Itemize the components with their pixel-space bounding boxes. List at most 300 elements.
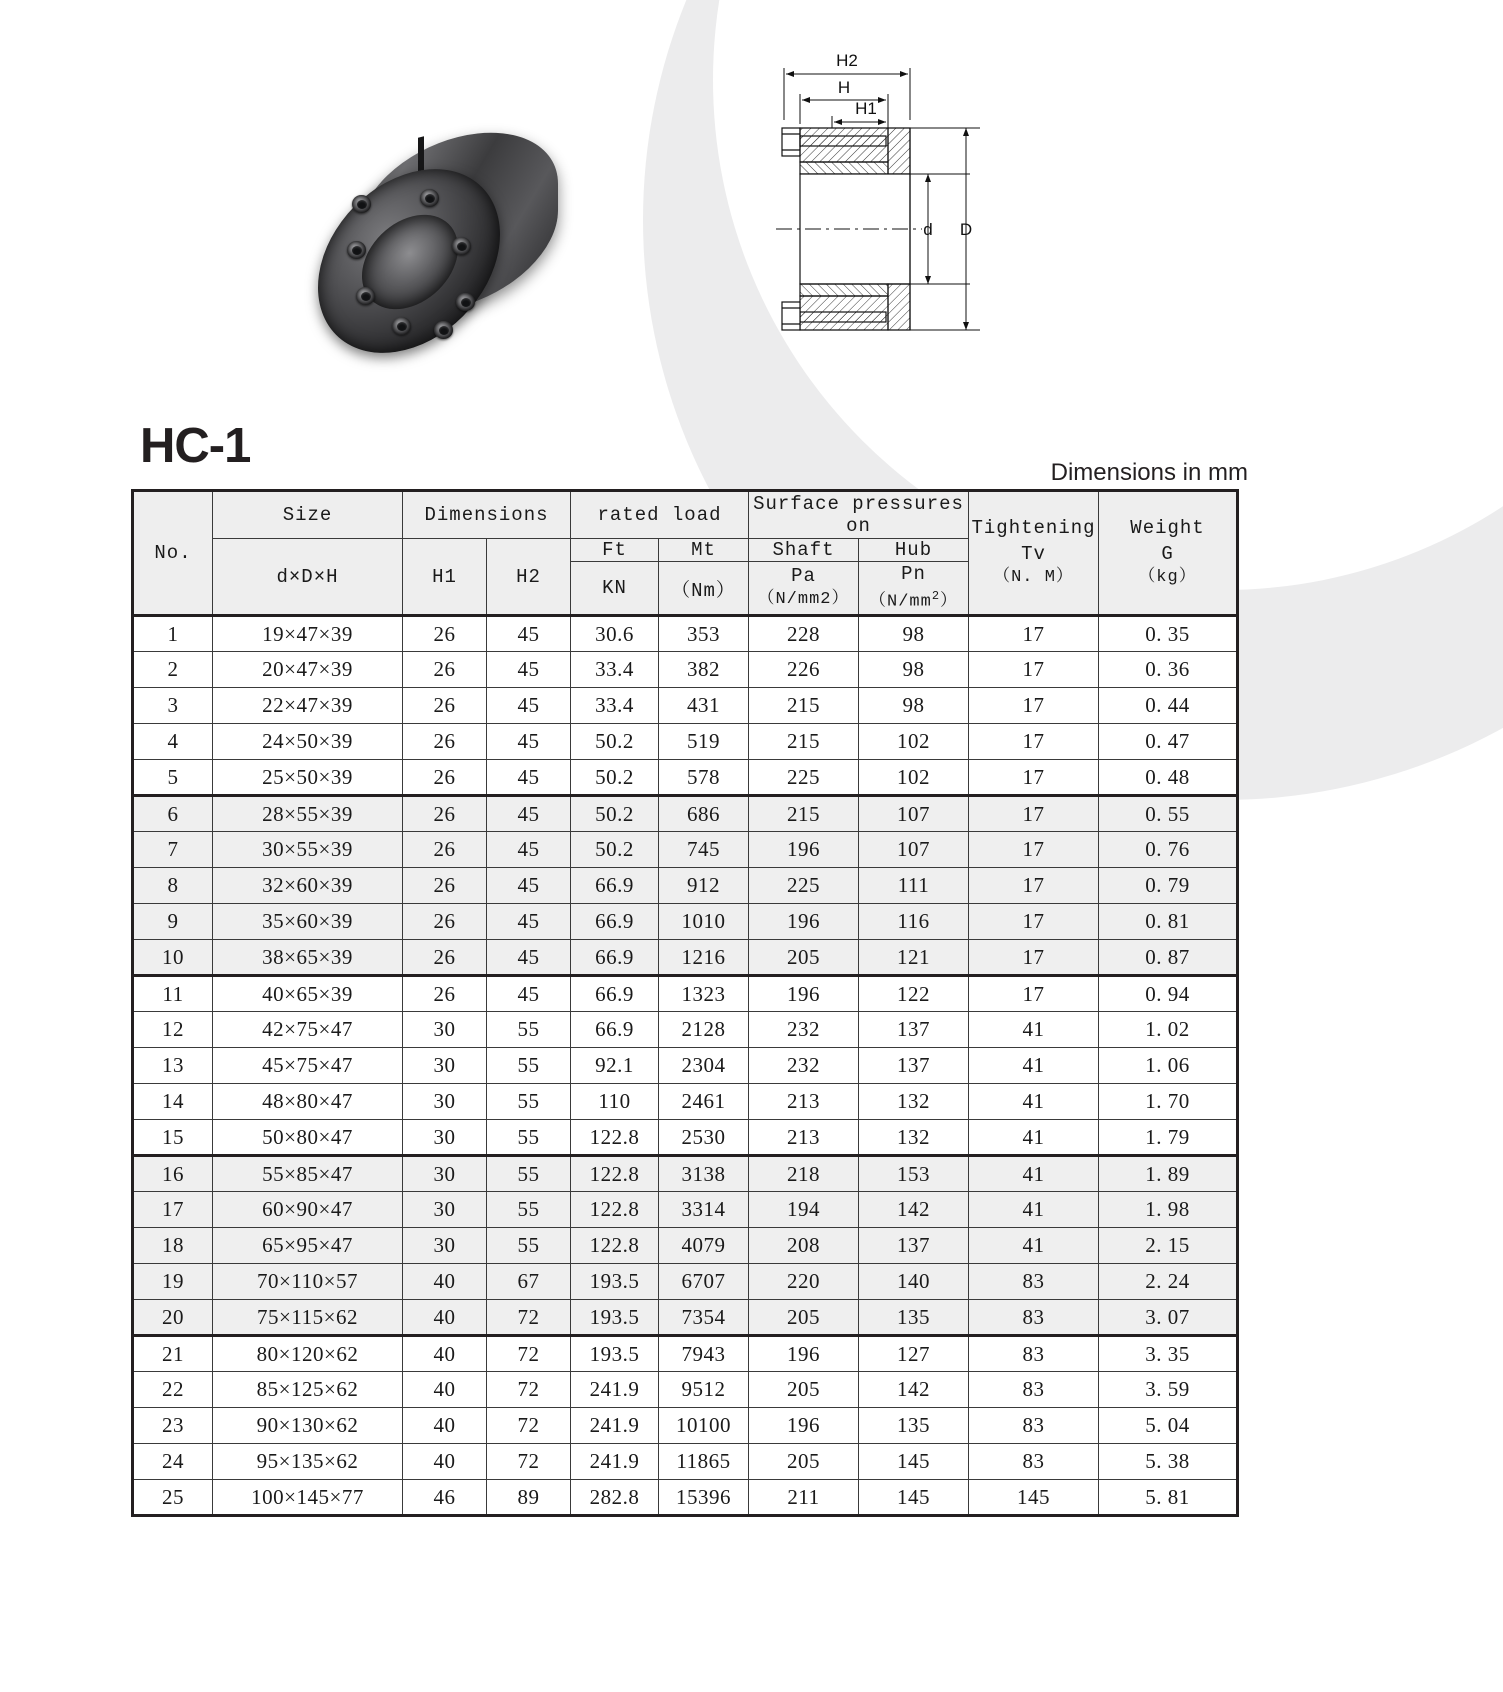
table-row[interactable]	[133, 1012, 1238, 1048]
svg-text:H2: H2	[836, 51, 858, 70]
cell-mt: 2461	[659, 1084, 749, 1120]
product-photo-screw	[456, 293, 475, 311]
cell-no: 21	[133, 1336, 213, 1372]
header-shaft: Shaft	[749, 539, 859, 562]
cell-ft: 122.8	[571, 1192, 659, 1228]
cell-g: 3. 59	[1099, 1372, 1238, 1408]
cell-pn: 107	[859, 796, 969, 832]
header-pa-unit: （N/mm2）	[757, 590, 850, 610]
cell-pa: 225	[749, 868, 859, 904]
cell-h2: 55	[487, 1192, 571, 1228]
cell-h1: 30	[403, 1192, 487, 1228]
header-pa-symbol: Pa	[791, 564, 816, 587]
header-weight	[1099, 491, 1238, 616]
cell-ft: 122.8	[571, 1120, 659, 1156]
cell-pa: 228	[749, 616, 859, 652]
cell-h2: 45	[487, 976, 571, 1012]
cell-ft: 50.2	[571, 760, 659, 796]
cell-ft: 122.8	[571, 1228, 659, 1264]
product-photo-screw	[347, 241, 366, 259]
product-photo-screw	[392, 317, 411, 335]
cell-pa: 205	[749, 1372, 859, 1408]
cell-ft: 92.1	[571, 1048, 659, 1084]
cell-no: 13	[133, 1048, 213, 1084]
cell-mt: 7354	[659, 1300, 749, 1336]
header-pn	[859, 562, 969, 616]
cell-pn: 132	[859, 1084, 969, 1120]
cell-size: 25×50×39	[213, 760, 403, 796]
cell-pn: 107	[859, 832, 969, 868]
header-dimensions-group: Dimensions	[403, 491, 571, 539]
cell-h1: 30	[403, 1048, 487, 1084]
table-row[interactable]	[133, 616, 1238, 652]
cell-mt: 382	[659, 652, 749, 688]
cell-g: 1. 06	[1099, 1048, 1238, 1084]
table-row[interactable]	[133, 760, 1238, 796]
cell-size: 65×95×47	[213, 1228, 403, 1264]
cell-no: 5	[133, 760, 213, 796]
table-row[interactable]	[133, 1048, 1238, 1084]
cell-size: 20×47×39	[213, 652, 403, 688]
cell-g: 1. 02	[1099, 1012, 1238, 1048]
cell-ft: 66.9	[571, 976, 659, 1012]
cell-h2: 55	[487, 1228, 571, 1264]
cell-size: 95×135×62	[213, 1444, 403, 1480]
cell-h1: 26	[403, 652, 487, 688]
cell-pn: 142	[859, 1372, 969, 1408]
spec-table	[131, 489, 1239, 1517]
cross-section-svg	[770, 50, 1050, 410]
cell-tv: 83	[969, 1372, 1099, 1408]
cell-h1: 30	[403, 1084, 487, 1120]
cell-ft: 50.2	[571, 832, 659, 868]
illustration-band	[0, 0, 1503, 420]
cell-ft: 66.9	[571, 940, 659, 976]
cell-size: 75×115×62	[213, 1300, 403, 1336]
header-tightening-symbol: Tv	[1021, 542, 1046, 565]
cell-size: 60×90×47	[213, 1192, 403, 1228]
cell-size: 85×125×62	[213, 1372, 403, 1408]
cell-no: 9	[133, 904, 213, 940]
cell-ft: 110	[571, 1084, 659, 1120]
cell-h2: 72	[487, 1408, 571, 1444]
cell-pn: 121	[859, 940, 969, 976]
cell-h2: 72	[487, 1372, 571, 1408]
cell-g: 5. 04	[1099, 1408, 1238, 1444]
cell-pa: 196	[749, 1336, 859, 1372]
header-weight-symbol: G	[1161, 542, 1174, 565]
cell-no: 2	[133, 652, 213, 688]
cell-size: 70×110×57	[213, 1264, 403, 1300]
header-rated-load-group: rated load	[571, 491, 749, 539]
table-row[interactable]	[133, 1084, 1238, 1120]
cell-pn: 98	[859, 616, 969, 652]
table-row[interactable]	[133, 940, 1238, 976]
spec-table-container	[131, 489, 1236, 1517]
cell-size: 19×47×39	[213, 616, 403, 652]
cell-g: 5. 81	[1099, 1480, 1238, 1516]
units-note: Dimensions in mm	[1050, 459, 1248, 486]
table-row[interactable]	[133, 1408, 1238, 1444]
cell-h1: 30	[403, 1228, 487, 1264]
table-row[interactable]	[133, 1444, 1238, 1480]
cell-h2: 89	[487, 1480, 571, 1516]
cell-tv: 83	[969, 1336, 1099, 1372]
cell-tv: 145	[969, 1480, 1099, 1516]
cell-no: 15	[133, 1120, 213, 1156]
cell-pn: 145	[859, 1480, 969, 1516]
cell-size: 42×75×47	[213, 1012, 403, 1048]
cell-no: 1	[133, 616, 213, 652]
cell-mt: 11865	[659, 1444, 749, 1480]
product-photo-screw	[420, 189, 439, 207]
cell-tv: 41	[969, 1084, 1099, 1120]
cell-no: 17	[133, 1192, 213, 1228]
cell-h2: 55	[487, 1012, 571, 1048]
cell-mt: 9512	[659, 1372, 749, 1408]
cell-size: 100×145×77	[213, 1480, 403, 1516]
cell-pn: 98	[859, 688, 969, 724]
cell-tv: 17	[969, 940, 1099, 976]
page-title: HC-1	[140, 419, 251, 473]
cell-no: 24	[133, 1444, 213, 1480]
cell-no: 25	[133, 1480, 213, 1516]
cell-mt: 15396	[659, 1480, 749, 1516]
cell-g: 1. 79	[1099, 1120, 1238, 1156]
cell-no: 7	[133, 832, 213, 868]
cell-no: 4	[133, 724, 213, 760]
cell-size: 55×85×47	[213, 1156, 403, 1192]
cell-h2: 45	[487, 940, 571, 976]
cell-pa: 205	[749, 940, 859, 976]
spec-table-head	[133, 491, 1238, 616]
table-row[interactable]	[133, 1228, 1238, 1264]
cell-pa: 196	[749, 976, 859, 1012]
cell-g: 0. 87	[1099, 940, 1238, 976]
cell-pa: 232	[749, 1012, 859, 1048]
cell-g: 0. 94	[1099, 976, 1238, 1012]
cell-mt: 912	[659, 868, 749, 904]
cell-h2: 45	[487, 688, 571, 724]
cell-tv: 17	[969, 724, 1099, 760]
cell-pn: 135	[859, 1300, 969, 1336]
cell-h1: 30	[403, 1012, 487, 1048]
cell-tv: 17	[969, 976, 1099, 1012]
cell-g: 0. 48	[1099, 760, 1238, 796]
cell-pa: 218	[749, 1156, 859, 1192]
svg-text:d: d	[923, 220, 933, 239]
table-row[interactable]	[133, 1480, 1238, 1516]
table-row[interactable]	[133, 724, 1238, 760]
header-h2: H2	[487, 539, 571, 616]
header-tightening-unit: （N. M）	[993, 568, 1074, 588]
cell-h2: 45	[487, 652, 571, 688]
table-row[interactable]	[133, 796, 1238, 832]
cell-g: 0. 79	[1099, 868, 1238, 904]
cell-pn: 127	[859, 1336, 969, 1372]
cell-h2: 45	[487, 616, 571, 652]
product-photo-screw	[356, 287, 375, 305]
cell-ft: 66.9	[571, 868, 659, 904]
table-row[interactable]	[133, 1336, 1238, 1372]
product-photo-screw	[452, 237, 471, 255]
cell-h1: 26	[403, 796, 487, 832]
product-photo-screw	[434, 321, 453, 339]
cell-pn: 122	[859, 976, 969, 1012]
header-hub: Hub	[859, 539, 969, 562]
spec-table-body	[133, 616, 1238, 1516]
cell-ft: 66.9	[571, 904, 659, 940]
cell-mt: 3138	[659, 1156, 749, 1192]
cell-tv: 41	[969, 1192, 1099, 1228]
header-mt-symbol: Mt	[659, 539, 749, 562]
cell-no: 12	[133, 1012, 213, 1048]
cell-h1: 40	[403, 1372, 487, 1408]
cell-h2: 55	[487, 1048, 571, 1084]
cell-g: 1. 70	[1099, 1084, 1238, 1120]
cell-pn: 142	[859, 1192, 969, 1228]
cell-ft: 241.9	[571, 1372, 659, 1408]
cell-pn: 145	[859, 1444, 969, 1480]
cell-pa: 196	[749, 904, 859, 940]
cell-h2: 72	[487, 1300, 571, 1336]
cell-h2: 67	[487, 1264, 571, 1300]
cell-pn: 102	[859, 760, 969, 796]
cell-size: 80×120×62	[213, 1336, 403, 1372]
cell-no: 16	[133, 1156, 213, 1192]
cell-pa: 208	[749, 1228, 859, 1264]
cell-size: 90×130×62	[213, 1408, 403, 1444]
cell-mt: 519	[659, 724, 749, 760]
cell-h1: 26	[403, 904, 487, 940]
cell-h2: 45	[487, 868, 571, 904]
cell-pa: 213	[749, 1120, 859, 1156]
svg-text:H: H	[837, 78, 851, 97]
cell-h2: 45	[487, 760, 571, 796]
cell-mt: 578	[659, 760, 749, 796]
cell-size: 28×55×39	[213, 796, 403, 832]
cell-pn: 98	[859, 652, 969, 688]
cell-h2: 45	[487, 724, 571, 760]
cell-g: 3. 07	[1099, 1300, 1238, 1336]
cell-h1: 26	[403, 688, 487, 724]
cell-h1: 26	[403, 832, 487, 868]
cell-pa: 205	[749, 1444, 859, 1480]
cell-mt: 431	[659, 688, 749, 724]
table-row[interactable]	[133, 1120, 1238, 1156]
header-weight-label: Weight	[1130, 517, 1205, 539]
cell-ft: 30.6	[571, 616, 659, 652]
cell-ft: 33.4	[571, 652, 659, 688]
cell-mt: 1010	[659, 904, 749, 940]
cell-tv: 17	[969, 796, 1099, 832]
cell-size: 35×60×39	[213, 904, 403, 940]
cell-g: 0. 36	[1099, 652, 1238, 688]
header-h1: H1	[403, 539, 487, 616]
cell-no: 3	[133, 688, 213, 724]
cell-no: 23	[133, 1408, 213, 1444]
cell-tv: 41	[969, 1120, 1099, 1156]
cell-h1: 40	[403, 1408, 487, 1444]
cell-no: 8	[133, 868, 213, 904]
cell-g: 0. 44	[1099, 688, 1238, 724]
table-row[interactable]	[133, 1264, 1238, 1300]
cell-pa: 196	[749, 832, 859, 868]
header-ft-symbol: Ft	[571, 539, 659, 562]
cell-g: 3. 35	[1099, 1336, 1238, 1372]
table-row[interactable]	[133, 904, 1238, 940]
cell-mt: 1323	[659, 976, 749, 1012]
product-photo-screw	[352, 195, 371, 213]
cell-no: 14	[133, 1084, 213, 1120]
cell-ft: 282.8	[571, 1480, 659, 1516]
cell-pn: 140	[859, 1264, 969, 1300]
cell-tv: 17	[969, 904, 1099, 940]
cell-pa: 196	[749, 1408, 859, 1444]
cell-size: 38×65×39	[213, 940, 403, 976]
header-size-sub: d×D×H	[213, 539, 403, 616]
table-row[interactable]	[133, 652, 1238, 688]
cell-h2: 45	[487, 796, 571, 832]
cell-tv: 17	[969, 616, 1099, 652]
cell-tv: 17	[969, 652, 1099, 688]
cell-pn: 137	[859, 1012, 969, 1048]
cell-mt: 353	[659, 616, 749, 652]
table-row[interactable]	[133, 976, 1238, 1012]
cell-pa: 226	[749, 652, 859, 688]
cell-ft: 33.4	[571, 688, 659, 724]
cell-h2: 55	[487, 1156, 571, 1192]
cell-pa: 211	[749, 1480, 859, 1516]
cell-mt: 686	[659, 796, 749, 832]
cell-tv: 41	[969, 1012, 1099, 1048]
cell-no: 6	[133, 796, 213, 832]
cell-mt: 7943	[659, 1336, 749, 1372]
cell-h2: 72	[487, 1336, 571, 1372]
cell-h2: 72	[487, 1444, 571, 1480]
cell-ft: 193.5	[571, 1264, 659, 1300]
svg-text:D: D	[959, 220, 973, 239]
cell-tv: 41	[969, 1228, 1099, 1264]
cell-g: 1. 98	[1099, 1192, 1238, 1228]
cell-size: 45×75×47	[213, 1048, 403, 1084]
cell-g: 1. 89	[1099, 1156, 1238, 1192]
cell-tv: 83	[969, 1408, 1099, 1444]
cell-ft: 241.9	[571, 1408, 659, 1444]
cell-pa: 225	[749, 760, 859, 796]
table-row[interactable]	[133, 832, 1238, 868]
table-row[interactable]	[133, 1192, 1238, 1228]
cell-size: 48×80×47	[213, 1084, 403, 1120]
cell-pn: 137	[859, 1048, 969, 1084]
cell-h1: 40	[403, 1300, 487, 1336]
cell-g: 0. 47	[1099, 724, 1238, 760]
cell-mt: 4079	[659, 1228, 749, 1264]
cell-tv: 17	[969, 832, 1099, 868]
cell-pa: 194	[749, 1192, 859, 1228]
cell-size: 32×60×39	[213, 868, 403, 904]
cell-ft: 50.2	[571, 796, 659, 832]
header-no: No.	[133, 491, 213, 616]
cell-size: 22×47×39	[213, 688, 403, 724]
cell-ft: 122.8	[571, 1156, 659, 1192]
cell-pa: 213	[749, 1084, 859, 1120]
cell-pa: 215	[749, 724, 859, 760]
cell-h1: 26	[403, 868, 487, 904]
cell-no: 11	[133, 976, 213, 1012]
cell-h1: 30	[403, 1120, 487, 1156]
cell-mt: 3314	[659, 1192, 749, 1228]
cell-tv: 17	[969, 688, 1099, 724]
cell-pn: 132	[859, 1120, 969, 1156]
cell-mt: 6707	[659, 1264, 749, 1300]
cell-ft: 66.9	[571, 1012, 659, 1048]
cell-h1: 26	[403, 760, 487, 796]
cell-pn: 135	[859, 1408, 969, 1444]
header-pn-unit-exponent: 2	[931, 588, 941, 603]
cell-g: 0. 81	[1099, 904, 1238, 940]
cell-ft: 193.5	[571, 1336, 659, 1372]
cell-pa: 220	[749, 1264, 859, 1300]
cell-tv: 83	[969, 1264, 1099, 1300]
cross-section-drawing	[770, 50, 1050, 410]
cell-ft: 241.9	[571, 1444, 659, 1480]
table-row[interactable]	[133, 868, 1238, 904]
header-ft-unit: KN	[571, 562, 659, 616]
cell-g: 0. 35	[1099, 616, 1238, 652]
header-pn-unit	[859, 588, 968, 615]
table-row[interactable]	[133, 1300, 1238, 1336]
cell-mt: 2128	[659, 1012, 749, 1048]
header-tightening	[969, 491, 1099, 616]
cell-no: 20	[133, 1300, 213, 1336]
cell-tv: 83	[969, 1300, 1099, 1336]
cell-mt: 1216	[659, 940, 749, 976]
cell-tv: 41	[969, 1048, 1099, 1084]
cell-pa: 205	[749, 1300, 859, 1336]
cell-g: 2. 24	[1099, 1264, 1238, 1300]
cell-size: 40×65×39	[213, 976, 403, 1012]
cell-g: 0. 55	[1099, 796, 1238, 832]
cell-h2: 55	[487, 1084, 571, 1120]
table-row[interactable]	[133, 1156, 1238, 1192]
cell-pn: 116	[859, 904, 969, 940]
cell-tv: 83	[969, 1444, 1099, 1480]
cell-h2: 45	[487, 904, 571, 940]
cell-h1: 40	[403, 1264, 487, 1300]
cell-pa: 232	[749, 1048, 859, 1084]
cell-no: 18	[133, 1228, 213, 1264]
cell-h1: 40	[403, 1336, 487, 1372]
cell-size: 30×55×39	[213, 832, 403, 868]
cell-mt: 745	[659, 832, 749, 868]
cell-h1: 26	[403, 724, 487, 760]
cell-g: 5. 38	[1099, 1444, 1238, 1480]
cell-ft: 50.2	[571, 724, 659, 760]
cell-h2: 45	[487, 832, 571, 868]
cell-pa: 215	[749, 796, 859, 832]
table-row[interactable]	[133, 1372, 1238, 1408]
cell-pn: 153	[859, 1156, 969, 1192]
cell-no: 19	[133, 1264, 213, 1300]
header-weight-unit: （kg）	[1138, 568, 1197, 588]
cell-tv: 17	[969, 760, 1099, 796]
cell-tv: 41	[969, 1156, 1099, 1192]
table-row[interactable]	[133, 688, 1238, 724]
cell-h1: 26	[403, 940, 487, 976]
cell-tv: 17	[969, 868, 1099, 904]
product-photo	[300, 125, 570, 355]
